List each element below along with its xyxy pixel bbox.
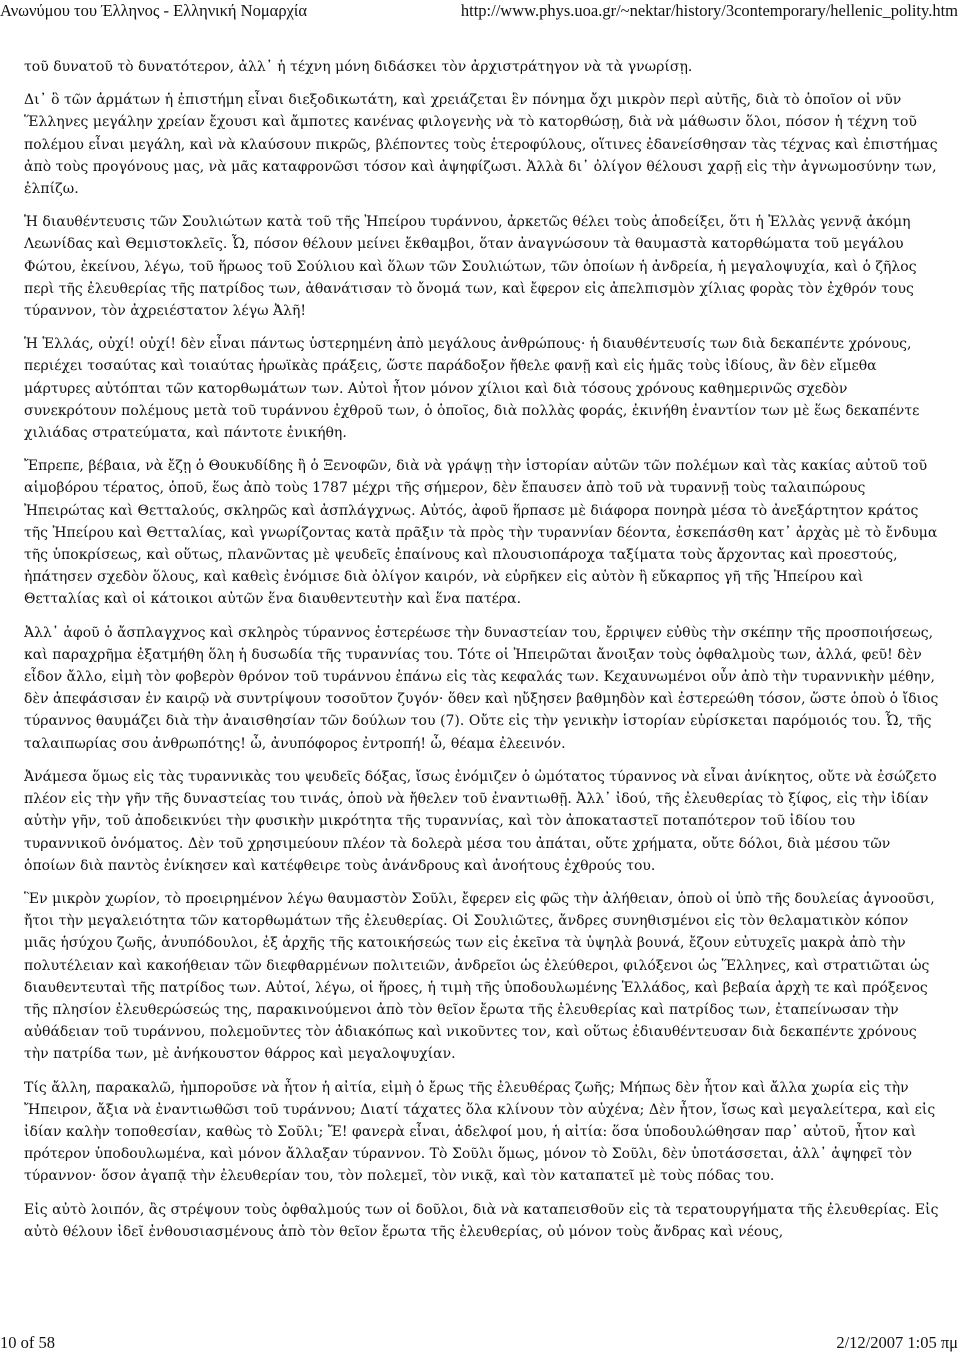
paragraph-6: Ἀλλ᾽ ἀφοῦ ὁ ἄσπλαγχνος καὶ σκληρὸς τύραννος ἐστερέωσε τὴν δυναστείαν του, ἔρριψεν εὐθὺς τὴν σκέπην τῆς προσποιήσεως, καὶ παραχρῆμα ἐξατμήθη ὅλη ἡ δυσωδία τῆς τυραννίας του. Τότε οἱ Ἠπειρῶται ἄνοιξαν τοὺς ὀφθαλμοὺς των, ἀλλά, φεῦ! δὲν εἶδον ἄλλο, εἰμὴ τὸν φοβερὸν θρόνον τοῦ τυράννου ἐπάνω εἰς τὰς κεφαλάς των. Κεχαυνωμένοι οὖν ἀπὸ τὴν τυραννικὴν μέθην, δὲν ἀπεφάσισαν ἐν καιρῷ νὰ συντρίψουν τοσοῦτον ζυγόν· ὅθεν καὶ ηὔξησεν βαθμηδὸν καὶ ἐστερεώθη τόσον, ὥστε ὁποὺ ὁ ἴδιος τύραννος θαυμάζει διὰ τὴν ἀναισθησίαν τῶν δούλων του (7). Οὔτε εἰς τὴν γενικὴν ἱστορίαν εὑρίσκεται παρόμοιός του. Ὦ, τῆς ταλαιπωρίας σου ἀνθρωπότης! ὦ, ἀνυπόφορος ἐντροπή! ὦ, θέαμα ἐλεεινόν.	[24, 624, 939, 752]
paragraph-9: Τίς ἄλλη, παρακαλῶ, ἠμποροῦσε νὰ ἦτον ἡ αἰτία, εἰμὴ ὁ ἔρως τῆς ἐλευθέρας ζωῆς; Μήπως δὲν ἦτον καὶ ἄλλα χωρία εἰς τὴν Ἤπειρον, ἄξια νὰ ἐναντιωθῶσι τοῦ τυράννου; Διατί τάχατες ὅλα κλίνουν τὸν αὐχένα; Δὲν ἦτον, ἴσως καὶ μεγαλείτερα, καὶ εἰς ἰδίαν καλὴν τοποθεσίαν, καθὼς τὸ Σοῦλι; Ἔ! φανερὰ εἶναι, ἀδελφοί μου, ἡ αἰτία: ὅσα ὑποδουλώθησαν παρ᾽ αὐτοῦ, ἦτον καὶ πρότερον ὑποδουλωμένα, καὶ μόνον ἄλλαξαν τύραννον. Τὸ Σοῦλι ὅμως, μόνον τὸ Σοῦλι, δὲν ὑποτάσσεται, ἀλλ᾽ ἀψηφεῖ τὸν τύραννον· ὅσον ἀγαπᾷ τὴν ἐλευθερίαν του, τὸν πολεμεῖ, τὸν νικᾷ, καὶ τὸν καταπατεῖ μὲ τοὺς πόδας του.	[24, 1079, 936, 1185]
header-title: Ανωνύμου του Έλληνος - Ελληνική Νομαρχία	[0, 1, 307, 20]
paragraph-7: Ἀνάμεσα ὅμως εἰς τὰς τυραννικὰς του ψευδεῖς δόξας, ἴσως ἐνόμιζεν ὁ ὠμότατος τύραννος νὰ εἶναι ἀνίκητος, οὔτε νὰ ἐσώζετο πλέον εἰς τὴν γῆν τῆς δυναστείας του τινάς, ὁποὺ νὰ ἤθελεν τοῦ ἐναντιωθῇ. Ἀλλ᾽ ἰδού, τῆς ἐλευθερίας τὸ ξίφος, εἰς τὴν ἰδίαν αὐτὴν γῆν, τοῦ ἀποδεικνύει τὴν φυσικὴν μικρότητα τῆς τυραννίας, καὶ τὸν ἀποκαταστεῖ ποταπότερον τοῦ ἰδίου του τυραννικοῦ ὀνόματος. Δὲν τοῦ χρησιμεύουν πλέον τὰ δολερὰ μέσα του ἀπάται, οὔτε χρήματα, οὔτε δόλοι, διὰ μέσου τῶν ὁποίων διὰ παντὸς ἐνίκησεν καὶ κατέφθειρε τοὺς ἀνάνδρους καὶ ἀνοήτους ἐχθρούς του.	[24, 768, 937, 874]
paragraph-1: τοῦ δυνατοῦ τὸ δυνατότερον, ἀλλ᾽ ἡ τέχνη μόνη διδάσκει τὸν ἀρχιστράτηγον νὰ τὰ γνωρίσῃ.	[24, 59, 693, 75]
paragraph-8: Ἓν μικρὸν χωρίον, τὸ προειρημένον λέγω θαυμαστὸν Σοῦλι, ἔφερεν εἰς φῶς τὴν ἀλήθειαν, ὁποὺ οἱ ὑπὸ τῆς δουλείας ἀγνοοῦσι, ἤτοι τὴν μεγαλειότητα τῶν κατορθωμάτων τῆς ἐλευθερίας. Οἱ Σουλιῶτες, ἄνδρες συνηθισμένοι εἰς τὸν θελαματικὸν κόπον μιᾶς ἡσύχου ζωῆς, ἀνυπόδουλοι, ἐξ ἀρχῆς τῆς κατοικήσεώς των εἰς ἐκεῖνα τὰ ὑψηλὰ βουνά, ἔζουν εὐτυχεῖς μακρὰ ἀπὸ τὴν πολυτέλειαν καὶ κακοήθειαν τῶν διεφθαρμένων πολιτειῶν, ἀνδρεῖοι ὡς ἐλεύθεροι, φιλόξενοι ὡς Ἕλληνες, καὶ στρατιῶται ὡς διαυθεντευταὶ τῆς πατρίδος των. Αὐτοί, λέγω, οἱ ἥροες, ἡ τιμὴ τῆς ὑποδουλωμένης Ἑλλάδος, καὶ βεβαία ἀρχὴ τε καὶ πρόξενος τῆς πλησίον ἐλευθερώσεώς της, παρακινούμενοι ἀπὸ τὸν θεῖον ἔρωτα τῆς ἐλευθερίας καὶ πατρίδος των, ἐταπείνωσαν τὴν αὐθάδειαν τοῦ τυράννου, πολεμοῦντες τὸν ἀδιακόπως καὶ νικοῦντες τον, καὶ οὕτως ἐδιαυθέντευσαν διὰ δεκαπέντε χρόνους τὴν πατρίδα των, μὲ ἀνήκουστον θάρρος καὶ μεγαλοψυχίαν.	[24, 890, 935, 1063]
print-header	[0, 0, 960, 24]
document-body	[24, 56, 940, 1254]
print-datetime: 2/12/2007 1:05 πμ	[836, 1333, 958, 1352]
paragraph-3: Ἡ διαυθέντευσις τῶν Σουλιώτων κατὰ τοῦ τῆς Ἠπείρου τυράννου, ἀρκετῶς θέλει τοὺς ἀποδείξει, ὅτι ἡ Ἑλλὰς γεννᾷ ἀκόμη Λεωνίδας καὶ Θεμιστοκλεῖς. Ὦ, πόσον θέλουν μείνει ἔκθαμβοι, ὅταν ἀναγνώσουν τὰ θαυμαστὰ κατορθώματα τοῦ μεγάλου Φώτου, ἐκείνου, λέγω, τοῦ ἥρωος τοῦ Σούλιου καὶ ὅλων τῶν Σουλιώτων, τῶν ὁποίων ἡ ἀνδρεία, ἡ μεγαλοψυχία, καὶ ὁ ζῆλος περὶ τῆς ἐλευθερίας τῆς πατρίδος των, ἀθανάτισαν τὸ ὄνομά των, καὶ ἔφερον εἰς ἀπελπισμὸν χίλιας φορὰς τὸν ἐχθρόν τους τύραννον, τὸν ἀχρειέστατον λέγω Ἀλῆ!	[24, 214, 917, 320]
paragraph-2: Δι᾽ ὃ τῶν ἁρμάτων ἡ ἐπιστήμη εἶναι διεξοδικωτάτη, καὶ χρειάζεται ἓν πόνημα ὄχι μικρὸν περὶ αὐτῆς, διὰ τὸ ὁποῖον οἱ νῦν Ἕλληνες μεγάλην χρείαν ἔχουσι καὶ ἄμποτες κανένας φιλογενὴς νὰ τὸ κατορθώσῃ, διὰ νὰ μάθωσιν ὅλοι, πόσον ἡ τέχνη τοῦ πολέμου εἶναι μεγάλη, καὶ νὰ κλαύσουν πικρῶς, βλέποντες τοὺς ἑτεροφύλους, οἵτινες ἐδανείσθησαν τὰς τέχνας καὶ ἐπιστήμας ἀπὸ τοὺς προγόνους μας, νὰ μᾶς καταφρονῶσι τόσον καὶ ἀψηφίζωσι. Ἀλλὰ δι᾽ ὀλίγον θέλουσι χαρῇ εἰς τὴν ἀγνωμοσύνην των, ἐλπίζω.	[24, 92, 938, 198]
header-url: http://www.phys.uoa.gr/~nektar/history/3contemporary/hellenic_polity.htm	[460, 1, 958, 20]
paragraph-5: Ἔπρεπε, βέβαια, νὰ ἔζῃ ὁ Θουκυδίδης ἢ ὁ Ξενοφῶν, διὰ νὰ γράψῃ τὴν ἱστορίαν αὐτῶν τῶν πολέμων καὶ τὰς κακίας αὐτοῦ τοῦ αἱμοβόρου τέρατος, ὁποῦ, ἕως ἀπὸ τοὺς 1787 μέχρι τῆς σήμερον, δὲν ἔπαυσεν ἀπὸ τοῦ νὰ τυραννῇ τοὺς ταλαιπώρους Ἠπειρώτας καὶ Θετταλούς, σκληρῶς καὶ ἀσπλάγχνως. Αὐτός, ἀφοῦ ἥρπασε μὲ διάφορα πονηρὰ μέσα τὸ ἀνεξάρτητον κράτος τῆς Ἠπείρου καὶ Θετταλίας, καὶ γνωρίζοντας κατὰ πρᾶξιν τὰ πρὸς τὴν τυραννίαν δέοντα, ἐσκεπάσθη κατ᾽ ἀρχὰς μὲ τὸ ἔνδυμα τῆς ὑποκρίσεως, καὶ οὕτως, πλανῶντας μὲ ψευδεῖς ἐπαίνους καὶ πλουσιοπάροχα ταξίματα τοὺς ἄρχοντας καὶ προεστούς, ἠπάτησεν σχεδὸν ὅλους, καὶ καθεὶς ἐνόμισε διὰ ὀλίγον καιρόν, νὰ εὑρῆκεν εἰς αὐτὸν ἢ εὔκαρπος γῆ τῆς Ἠπείρου καὶ Θετταλίας καὶ οἱ κάτοικοι αὐτῶν ἕνα διαυθεντευτὴν καὶ ἕνα πατέρα.	[24, 458, 938, 608]
page-number: 10 of 58	[0, 1333, 55, 1352]
paragraph-10: Εἰς αὐτὸ λοιπόν, ἂς στρέψουν τοὺς ὀφθαλμούς των οἱ δοῦλοι, διὰ νὰ καταπεισθοῦν εἰς τὰ τερατουργήματα τῆς ἐλευθερίας. Εἰς αὐτὸ θέλουν ἰδεῖ ἐνθουσιασμένους ἀπὸ τὸν θεῖον ἔρωτα τῆς ἐλευθερίας, οὐ μόνον τοὺς ἄνδρας καὶ νέους,	[24, 1201, 939, 1240]
print-footer	[0, 1331, 960, 1355]
paragraph-4: Ἡ Ἑλλάς, οὐχί! οὐχί! δὲν εἶναι πάντως ὑστερημένη ἀπὸ μεγάλους ἀνθρώπους· ἡ διαυθέντευσίς των διὰ δεκαπέντε χρόνους, περιέχει τοσαύτας καὶ τοιαύτας ἡρωϊκὰς πράξεις, ὥστε παράδοξον ἤθελε φανῇ καὶ εἰς ἡμᾶς τοὺς ἰδίους, ἂν δὲν εἴμεθα μάρτυρες αὐτόπται τῶν κατορθωμάτων των. Αὐτοὶ ἦτον μόνον χίλιοι καὶ διὰ τόσους χρόνους καθημερινῶς σχεδὸν συνεκρότουν πολέμους μετὰ τοῦ τυράννου ἐχθροῦ των, ὁ ὁποῖος, διὰ πολλὰς φοράς, ἐκινήθη ἐναντίον των μὲ ἕως δεκαπέντε χιλιάδας στρατεύματα, καὶ πάντοτε ἐνικήθη.	[24, 336, 920, 442]
